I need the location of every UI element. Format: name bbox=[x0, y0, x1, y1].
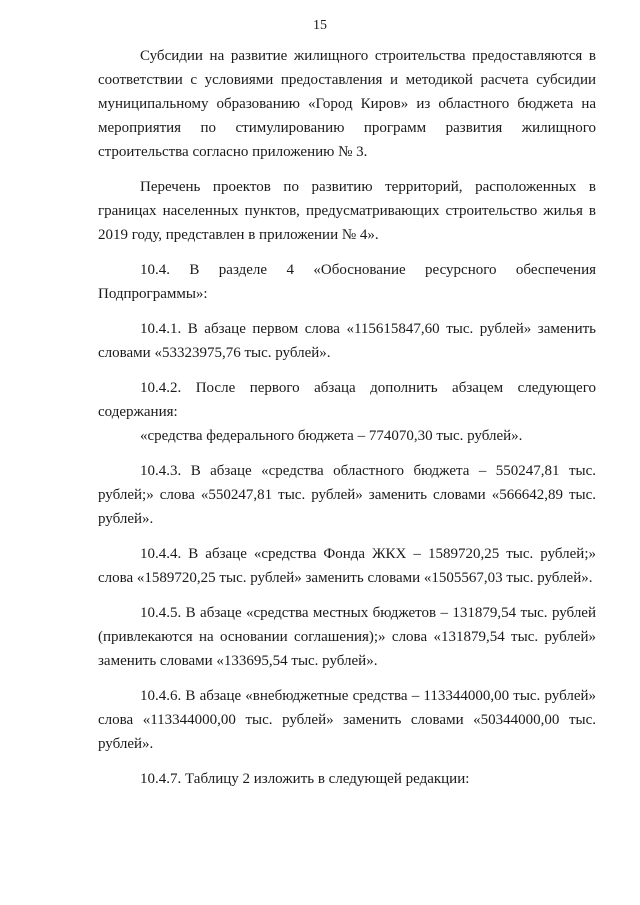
paragraph-subsidies: Субсидии на развитие жилищного строительства предоставляются в соответствии с условиями предоставления и методикой расчета субсидии муниципальному образованию «Город Киров» из областного бюджета на мероприятия по стимулированию программ развития жилищного строительства согласно приложению № 3. bbox=[98, 48, 596, 160]
page-number: 15 bbox=[313, 18, 327, 33]
document-body bbox=[98, 44, 596, 802]
paragraph-10-4-2: 10.4.2. После первого абзаца дополнить абзацем следующего содержания: bbox=[98, 380, 596, 420]
paragraph-10-4-4: 10.4.4. В абзаце «средства Фонда ЖКХ – 1589720,25 тыс. рублей;» слова «1589720,25 тыс. рублей» заменить словами «1505567,03 тыс. рублей». bbox=[98, 546, 596, 586]
paragraph-10-4-7: 10.4.7. Таблицу 2 изложить в следующей редакции: bbox=[140, 771, 470, 787]
paragraph-10-4: 10.4. В разделе 4 «Обоснование ресурсного обеспечения Подпрограммы»: bbox=[98, 262, 596, 302]
paragraph-10-4-1: 10.4.1. В абзаце первом слова «115615847,60 тыс. рублей» заменить словами «53323975,76 тыс. рублей». bbox=[98, 321, 596, 361]
paragraph-10-4-3: 10.4.3. В абзаце «средства областного бюджета – 550247,81 тыс. рублей;» слова «550247,81 тыс. рублей» заменить словами «566642,89 тыс. рублей». bbox=[98, 463, 596, 527]
paragraph-federal-budget: «средства федерального бюджета – 774070,30 тыс. рублей». bbox=[140, 428, 523, 444]
paragraph-projects-list: Перечень проектов по развитию территорий, расположенных в границах населенных пунктов, предусматривающих строительство жилья в 2019 году, представлен в приложении № 4». bbox=[98, 179, 596, 243]
paragraph-10-4-5: 10.4.5. В абзаце «средства местных бюджетов – 131879,54 тыс. рублей (привлекаются на основании соглашения);» слова «131879,54 тыс. рублей» заменить словами «133695,54 тыс. рублей». bbox=[98, 605, 596, 669]
paragraph-10-4-6: 10.4.6. В абзаце «внебюджетные средства – 113344000,00 тыс. рублей» слова «113344000,00 тыс. рублей» заменить словами «50344000,00 тыс. рублей». bbox=[98, 688, 596, 752]
